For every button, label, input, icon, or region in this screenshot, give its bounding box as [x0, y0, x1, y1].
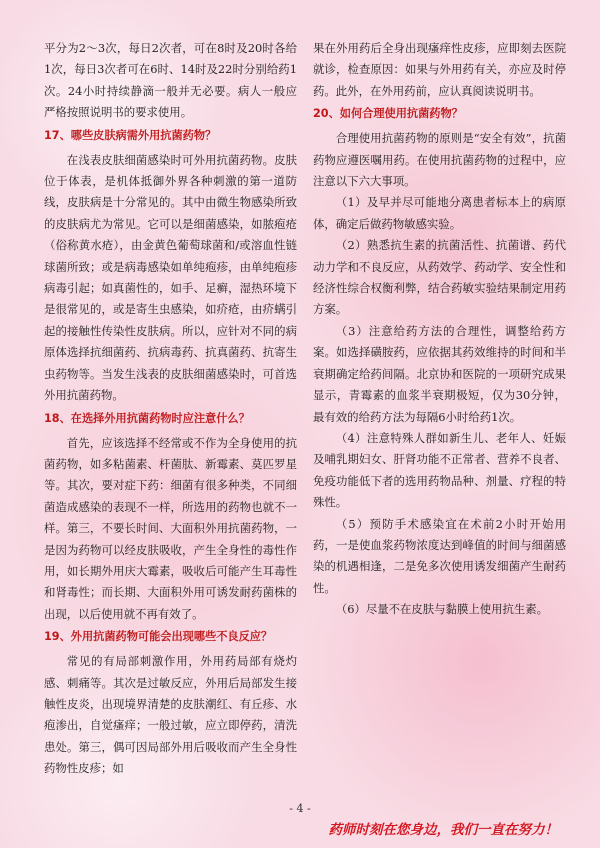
list-item: （6）尽量不在皮肤与黏膜上使用抗生素。 [335, 602, 549, 617]
right-column [313, 38, 566, 621]
footer-slogan: 药师时刻在您身边，我们一直在努力！ [328, 822, 558, 838]
list-item: （2）熟悉抗生素的抗菌活性、抗菌谱、药代动力学和不良反应，从药效学、药动学、安全性和经济性综合权衡利弊，结合药敏实验结果制定用药方案。 [313, 238, 566, 317]
page-number: - 4 - [289, 802, 311, 815]
answer-20-paragraph: 合理使用抗菌药物的原则是“安全有效”，抗菌药物应遵医嘱用药。在使用抗菌药物的过程中，应注意以下六大事项。 [313, 131, 566, 189]
question-18-heading: 18、在选择外用抗菌药物时应注意什么？ [44, 411, 250, 425]
list-item: （5）预防手术感染宜在术前2小时开始用药，一是使血浆药物浓度达到峰值的时间与细菌感染的机遇相逢，二是免多次使用诱发细菌产生耐药性。 [313, 516, 566, 595]
answer-19-paragraph: 常见的有局部刺激作用，外用药局部有烧灼感、刺痛等。其次是过敏反应，外用后局部发生接触性皮炎，出现境界清楚的皮肤潮红、有丘疹、水疱渗出，自觉瘙痒；一般过敏，应立即停药，清洗患处。第三，偶可因局部外用后吸收而产生全身性药物性皮疹；如 [44, 654, 297, 776]
left-column [44, 38, 297, 780]
answer-17-paragraph: 在浅表皮肤细菌感染时可外用抗菌药物。皮肤位于体表，是机体抵御外界各种刺激的第一道防线，皮肤病是十分常见的。其中由微生物感染所致的皮肤病尤为常见。它可以是细菌感染，如脓疱疮（俗称黄水疮），由金黄色葡萄球菌和/或溶血性链球菌所致；或是病毒感染如单纯疱疹，由单纯疱疹病毒引起；如真菌性的，如手、足癣，湿热环境下是很常见的，或是寄生虫感染，如疥疮，由疥螨引起的接触性传染性皮肤病。所以，应针对不同的病原体选择抗细菌药、抗病毒药、抗真菌药、抗寄生虫药物等。当发生浅表的皮肤细菌感染时，可首选外用抗菌药物。 [44, 152, 297, 403]
question-17-heading: 17、哪些皮肤病需外用抗菌药物？ [44, 128, 217, 142]
question-19-heading: 19、外用抗菌药物可能会出现哪些不良反应？ [44, 630, 273, 644]
list-item: （4）注意特殊人群如新生儿、老年人、妊娠及哺乳期妇女、肝肾功能不正常者、营养不良者、免疫功能低下者的选用药物品种、剂量、疗程的特殊性。 [313, 430, 566, 510]
continued-paragraph: 平分为2～3次，每日2次者，可在8时及20时各给1次，每日3次者可在6时、14时及22时分别给药1次。24小时持续静滴一般并无必要。病人一般应严格按照说明书的要求使用。 [44, 41, 297, 120]
continued-paragraph: 果在外用药后全身出现瘙痒性皮疹，应即刻去医院就诊，检查原因：如果与外用药有关，亦应及时停药。此外，在外用药前，应认真阅读说明书。 [313, 41, 566, 98]
list-item: （3）注意给药方法的合理性，调整给药方案。如选择磺胺药，应依据其药效维持的时间和半衰期确定给药间隔。北京协和医院的一项研究成果显示，青霉素的血浆半衰期极短，仅为30分钟，最有效的给药方法为每隔6小时给药1次。 [313, 323, 566, 424]
answer-18-paragraph: 首先，应该选择不经常或不作为全身使用的抗菌药物，如多粘菌素、杆菌肽、新霉素、莫匹罗星等。其次，要对症下药：细菌有很多种类，不同细菌造成感染的表现不一样，所选用的药物也就不一样。第三，不要长时间、大面积外用抗菌药物，一是因为药物可以经皮肤吸收，产生全身性的毒性作用，如长期外用庆大霉素，吸收后可能产生耳毒性和肾毒性；而长期、大面积外用可诱发耐药菌株的出现，以后使用就不再有效了。 [44, 435, 297, 621]
question-20-heading: 20、如何合理使用抗菌药物？ [313, 107, 463, 121]
list-item: （1）及早并尽可能地分离患者标本上的病原体，确定后做药物敏感实验。 [313, 195, 566, 231]
